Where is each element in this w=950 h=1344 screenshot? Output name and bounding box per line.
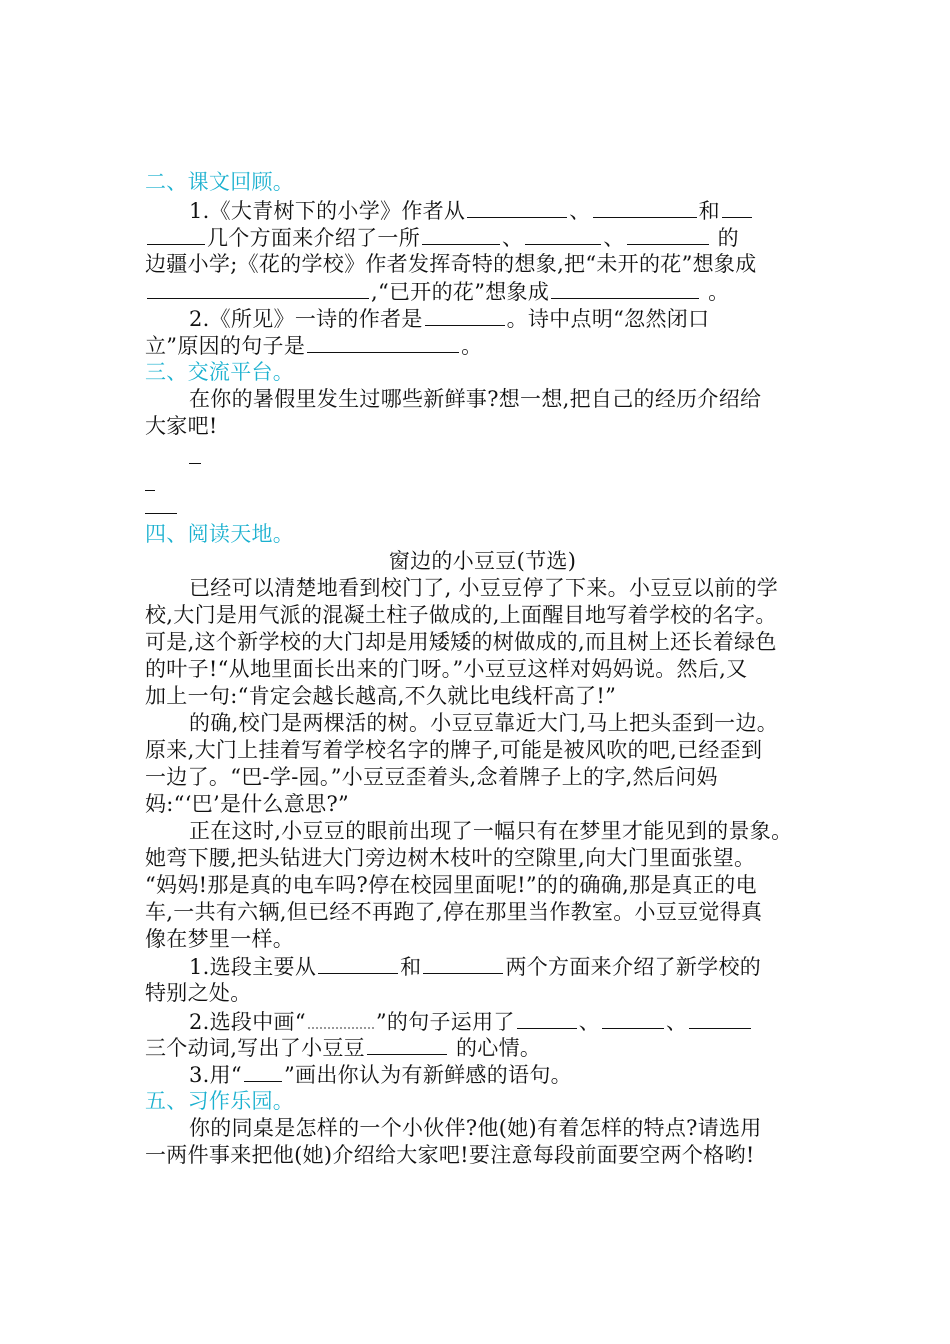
question-4-2-line1: 2.选段中画“ ”的句子运用了 、 、 [189,1005,849,1037]
answer-blank[interactable] [147,222,205,245]
answer-blank[interactable] [422,222,500,245]
answer-blank[interactable] [722,195,752,218]
passage-line: 的确,校门是两棵活的树。小豆豆靠近大门,马上把头歪到一边。 [189,711,779,735]
question-4-2-line2: 三个动词,写出了小豆豆 的心情。 [145,1032,805,1063]
section-heading-exchange: 三、交流平台。 [145,360,295,384]
answer-blank[interactable] [425,303,505,326]
answer-blank[interactable] [318,951,398,974]
answer-blank[interactable] [602,1006,664,1029]
passage-line: 已经可以清楚地看到校门了, 小豆豆停了下来。小豆豆以前的学 [189,576,779,600]
passage-line: 校,大门是用气派的混凝土柱子做成的,上面醒目地写着学校的名字。 [145,603,777,627]
question-2-1-line2: 几个方面来介绍了一所 、 、 的 [145,222,805,253]
straight-underline-mark [244,1059,282,1082]
wavy-underline-mark [308,1005,374,1029]
question-4-1-line1: 1.选段主要从 和 两个方面来介绍了新学校的 [189,951,849,982]
section3-prompt-line2: 大家吧! [145,414,218,438]
question-2-2-line2: 立”原因的句子是 。 [145,330,805,361]
question-2-1-line1: 1.《大青树下的小学》作者从 、 和 [189,195,849,226]
section5-prompt-line1: 你的同桌是怎样的一个小伙伴?他(她)有着怎样的特点?请选用 [189,1116,762,1140]
answer-blank[interactable] [525,222,601,245]
passage-line: 她弯下腰,把头钻进大门旁边树木枝叶的空隙里,向大门里面张望。 [145,846,756,870]
question-4-3: 3.用“ ”画出你认为有新鲜感的语句。 [189,1059,849,1090]
section-heading-writing: 五、习作乐园。 [145,1089,295,1113]
section-heading-review: 二、课文回顾。 [145,170,295,194]
passage-line: 车,一共有六辆,但已经不再跑了,停在那里当作教室。小豆豆觉得真 [145,900,763,924]
writing-line[interactable] [145,490,155,491]
passage-line: 妈:“‘巴’是什么意思?” [145,792,350,816]
passage-line: 像在梦里一样。 [145,927,295,951]
passage-line: 正在这时,小豆豆的眼前出现了一幅只有在梦里才能见到的景象。 [189,819,793,843]
answer-blank[interactable] [627,222,709,245]
passage-line: 原来,大门上挂着写着学校名字的牌子,可能是被风吹的吧,已经歪到 [145,738,763,762]
question-2-2-line1: 2.《所见》一诗的作者是 。诗中点明“忽然闭口 [189,303,849,334]
section-heading-reading: 四、阅读天地。 [145,522,295,546]
passage-line: 一边了。“巴-学-园。”小豆豆歪着头,念着牌子上的字,然后问妈 [145,765,718,789]
answer-blank[interactable] [307,330,459,353]
answer-blank[interactable] [689,1006,751,1029]
answer-blank[interactable] [593,195,697,218]
answer-blank[interactable] [517,1006,577,1029]
writing-line[interactable] [189,463,201,464]
answer-blank[interactable] [423,951,503,974]
passage-line: 可是,这个新学校的大门却是用矮矮的树做成的,而且树上还长着绿色 [145,630,777,654]
question-2-1-line4: ,“已开的花”想象成 。 [145,276,805,307]
answer-blank[interactable] [367,1032,447,1055]
answer-blank[interactable] [467,195,567,218]
passage-line: “妈妈!那是真的电车吗?停在校园里面呢!”的的确确,那是真正的电 [145,873,757,897]
passage-line: 加上一句:“肯定会越长越高,不久就比电线杆高了!” [145,684,617,708]
section3-prompt-line1: 在你的暑假里发生过哪些新鲜事?想一想,把自己的经历介绍给 [189,387,762,411]
writing-line[interactable] [145,513,177,514]
section5-prompt-line2: 一两件事来把他(她)介绍给大家吧!要注意每段前面要空两个格哟! [145,1143,755,1167]
question-2-1-line3: 边疆小学;《花的学校》作者发挥奇特的想象,把“未开的花”想象成 [145,252,757,276]
answer-blank[interactable] [147,276,369,299]
passage-title: 窗边的小豆豆(节选) [388,549,577,573]
passage-line: 的叶子!“从地里面长出来的门呀。”小豆豆这样对妈妈说。然后,又 [145,657,748,681]
answer-blank[interactable] [551,276,699,299]
question-4-1-line2: 特别之处。 [145,981,252,1005]
